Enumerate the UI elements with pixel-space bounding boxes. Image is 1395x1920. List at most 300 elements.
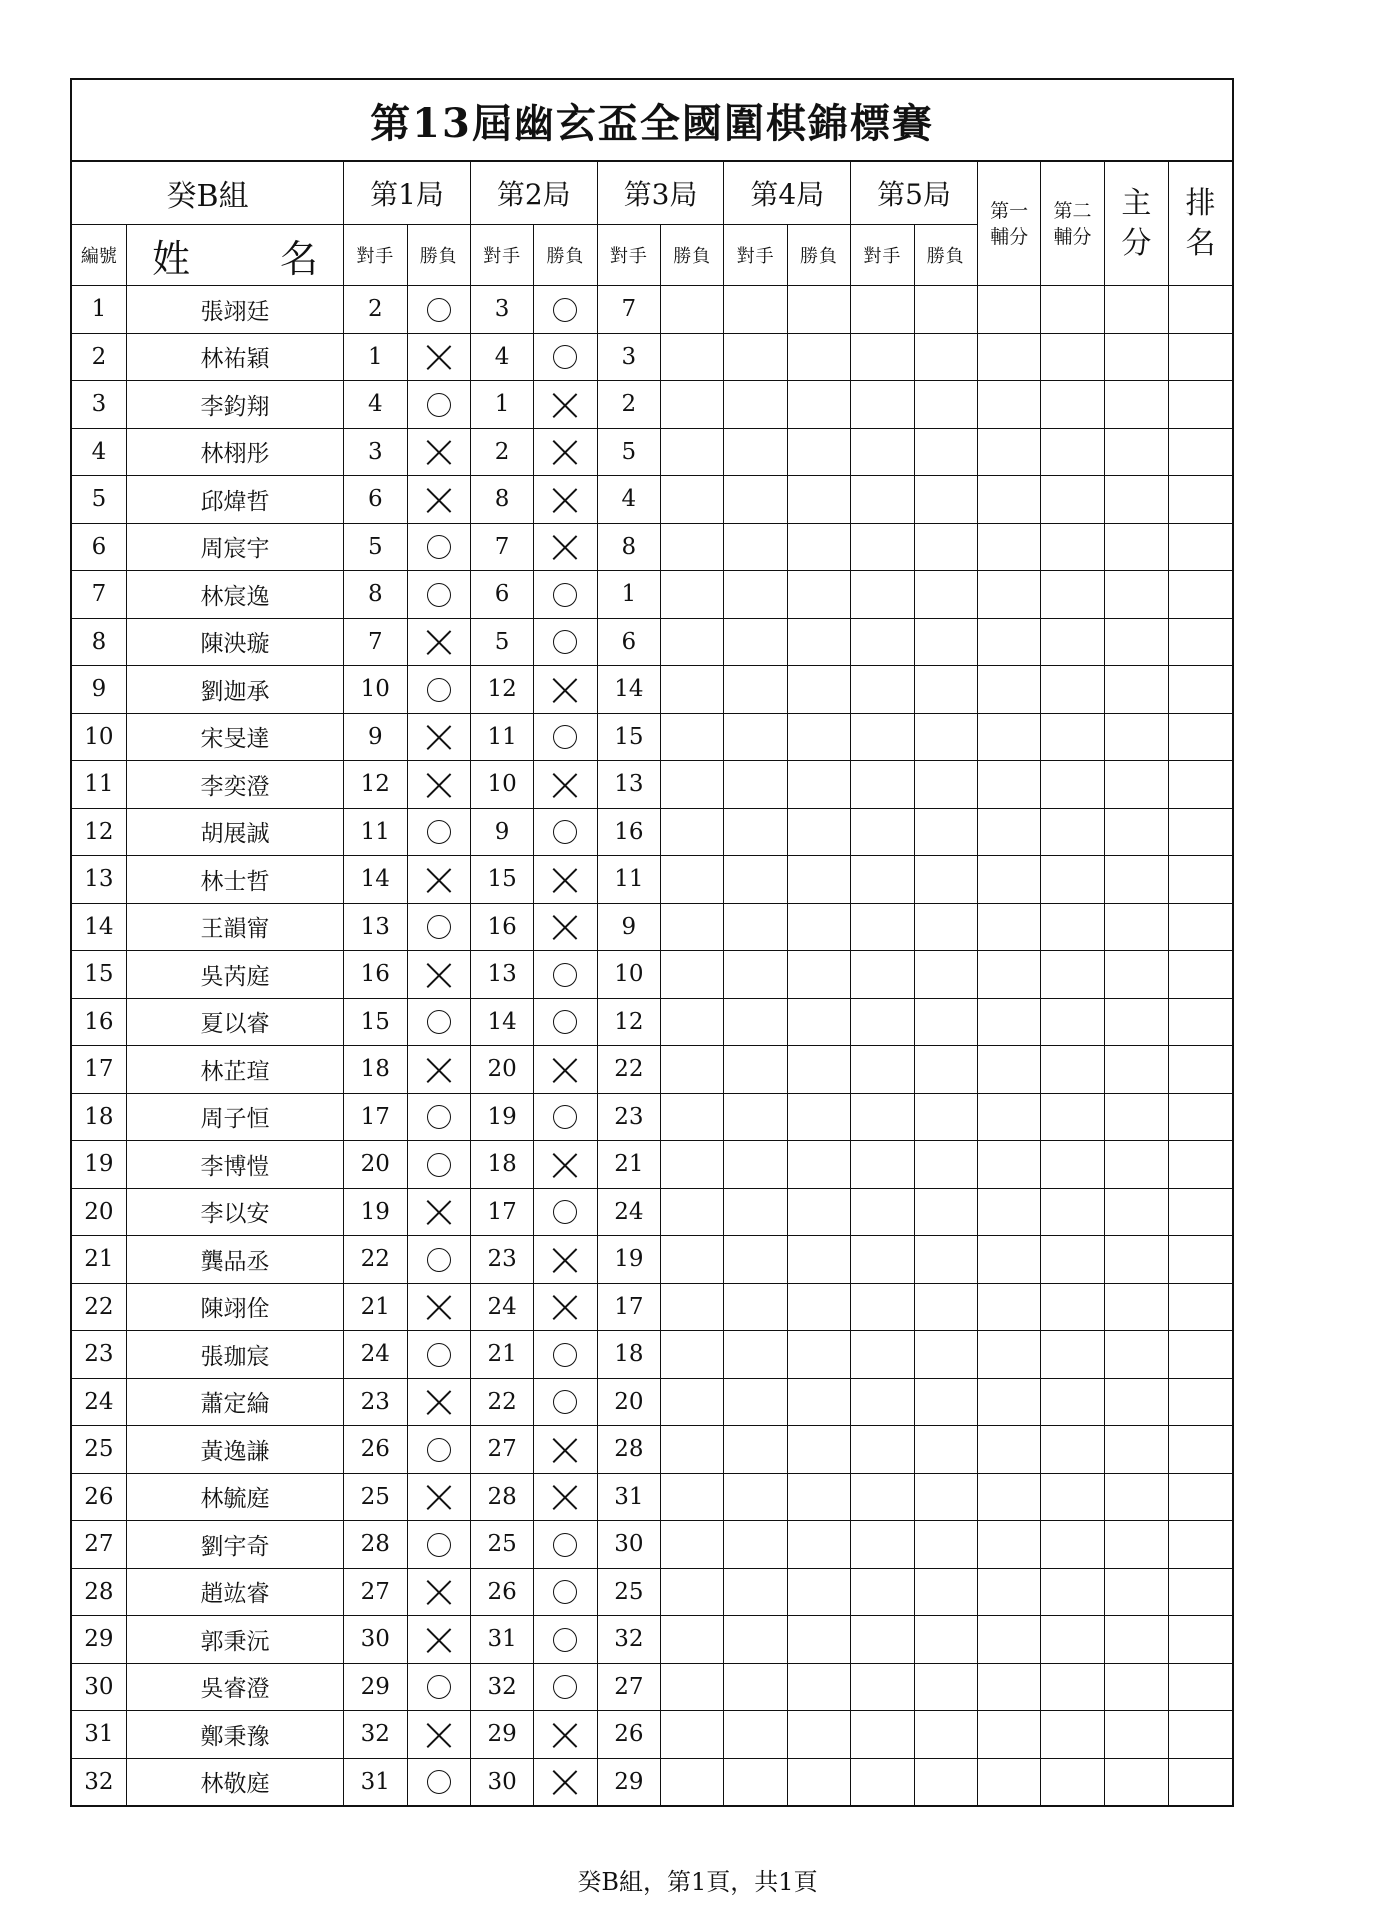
round-1-opponent: 13 [344,903,407,951]
player-name: 劉宇奇 [126,1521,343,1569]
round-2-result [534,381,597,429]
main-score-cell [1104,903,1168,951]
round-2-opponent: 11 [470,713,533,761]
win-circle-icon [553,1533,577,1557]
loss-cross-icon [552,439,578,465]
round-4-result [787,523,850,571]
round-2-result [534,618,597,666]
round-3-result [661,761,724,809]
main-score-cell [1104,1521,1168,1569]
round-3-result [661,856,724,904]
player-name: 張翊廷 [126,286,343,334]
aux-score-2-cell [1041,1521,1104,1569]
round-1-result [407,666,470,714]
main-score-cell [1104,713,1168,761]
loss-cross-icon [552,487,578,513]
round-3-opponent: 10 [597,951,660,999]
r2-result-header: 勝負 [534,225,597,286]
aux-score-2-cell [1041,808,1104,856]
loss-cross-icon [426,1722,452,1748]
table-row [71,1426,1233,1474]
aux-score-1-cell [977,523,1040,571]
table-row [71,476,1233,524]
round-5-opponent [851,1236,914,1284]
player-number: 1 [71,286,126,334]
player-name: 林毓庭 [126,1473,343,1521]
aux-score-2-cell [1041,1568,1104,1616]
round-2-result [534,428,597,476]
round-4-result [787,713,850,761]
round-4-opponent [724,286,787,334]
round-1-opponent: 8 [344,571,407,619]
aux-score-2-cell [1041,666,1104,714]
player-number: 5 [71,476,126,524]
aux-score-2-cell [1041,1093,1104,1141]
round-3-opponent: 26 [597,1711,660,1759]
r1-result-header: 勝負 [407,225,470,286]
round-1-opponent: 32 [344,1711,407,1759]
round-2-result [534,1711,597,1759]
round-1-opponent: 3 [344,428,407,476]
aux-score-1-cell [977,1758,1040,1806]
round-5-opponent [851,713,914,761]
aux-score-1-cell [977,1093,1040,1141]
round-3-opponent: 4 [597,476,660,524]
win-circle-icon [553,1105,577,1129]
round-2-opponent: 15 [470,856,533,904]
round-4-opponent [724,1711,787,1759]
player-number: 25 [71,1426,126,1474]
round-3-result [661,1568,724,1616]
aux-score-1-cell [977,1141,1040,1189]
round-1-opponent: 10 [344,666,407,714]
round-4-opponent [724,1236,787,1284]
loss-cross-icon [552,1437,578,1463]
main-score-cell [1104,571,1168,619]
round-4-result [787,476,850,524]
rank-cell [1169,618,1233,666]
round-5-result [914,951,977,999]
aux-score-1-cell [977,381,1040,429]
aux-score-2-cell [1041,1188,1104,1236]
player-name: 周宸宇 [126,523,343,571]
round-2-header: 第2局 [470,161,597,225]
rank-header [1169,161,1233,286]
round-2-result [534,1521,597,1569]
round-3-opponent: 20 [597,1378,660,1426]
player-number: 21 [71,1236,126,1284]
rank-cell [1169,713,1233,761]
win-circle-icon [553,1628,577,1652]
round-4-result [787,333,850,381]
player-name: 陳泱璇 [126,618,343,666]
round-3-result [661,713,724,761]
round-4-opponent [724,381,787,429]
aux-score-1-cell [977,856,1040,904]
win-circle-icon [427,298,451,322]
round-4-opponent [724,1283,787,1331]
round-3-header: 第3局 [597,161,724,225]
main-score-cell [1104,666,1168,714]
table-row [71,333,1233,381]
win-circle-icon [427,915,451,939]
loss-cross-icon [552,1769,578,1795]
player-number: 8 [71,618,126,666]
round-2-result [534,1473,597,1521]
aux-score-2-cell [1041,1141,1104,1189]
round-3-result [661,1331,724,1379]
win-circle-icon [427,1153,451,1177]
round-3-opponent: 13 [597,761,660,809]
round-4-result [787,1521,850,1569]
main-score-cell [1104,808,1168,856]
round-2-opponent: 22 [470,1378,533,1426]
round-3-result [661,1188,724,1236]
main-score-line1: 主 [1121,185,1152,221]
loss-cross-icon [552,1152,578,1178]
player-number: 30 [71,1663,126,1711]
round-3-result [661,1521,724,1569]
win-circle-icon [427,678,451,702]
player-name: 宋旻達 [126,713,343,761]
round-4-opponent [724,1426,787,1474]
aux-score-2-cell [1041,618,1104,666]
round-4-result [787,1426,850,1474]
round-5-opponent [851,1093,914,1141]
round-4-result [787,571,850,619]
table-row [71,523,1233,571]
round-1-result [407,1711,470,1759]
player-name: 趙竑睿 [126,1568,343,1616]
round-5-opponent [851,998,914,1046]
round-2-result [534,1093,597,1141]
win-circle-icon [427,1770,451,1794]
round-3-result [661,1426,724,1474]
win-circle-icon [553,820,577,844]
main-score-cell [1104,998,1168,1046]
round-2-result [534,476,597,524]
round-5-result [914,1616,977,1664]
aux-score-1-cell [977,1521,1040,1569]
rank-cell [1169,1711,1233,1759]
table-row [71,761,1233,809]
player-name: 王韻甯 [126,903,343,951]
round-4-result [787,1758,850,1806]
round-4-opponent [724,333,787,381]
round-2-result [534,808,597,856]
loss-cross-icon [426,487,452,513]
round-5-result [914,1521,977,1569]
round-4-result [787,428,850,476]
round-2-opponent: 21 [470,1331,533,1379]
aux-score-1-cell [977,571,1040,619]
round-4-result [787,856,850,904]
round-2-opponent: 30 [470,1758,533,1806]
rank-cell [1169,1141,1233,1189]
round-5-result [914,571,977,619]
round-4-opponent [724,1616,787,1664]
main-score-cell [1104,856,1168,904]
round-2-result [534,903,597,951]
loss-cross-icon [426,962,452,988]
round-2-result [534,1663,597,1711]
round-1-result [407,1236,470,1284]
player-name: 黃逸謙 [126,1426,343,1474]
table-row [71,713,1233,761]
round-5-opponent [851,666,914,714]
player-name: 林栩彤 [126,428,343,476]
round-1-result [407,998,470,1046]
round-5-result [914,1283,977,1331]
player-name: 吳睿澄 [126,1663,343,1711]
player-number: 19 [71,1141,126,1189]
round-3-opponent: 21 [597,1141,660,1189]
aux-score-1-line2: 輔分 [990,225,1029,248]
round-1-opponent: 25 [344,1473,407,1521]
rank-cell [1169,333,1233,381]
round-4-opponent [724,1521,787,1569]
round-5-opponent [851,1711,914,1759]
round-4-result [787,1378,850,1426]
round-5-result [914,1236,977,1284]
round-1-result [407,1616,470,1664]
player-number: 3 [71,381,126,429]
player-name: 周子恒 [126,1093,343,1141]
round-5-opponent [851,523,914,571]
loss-cross-icon [426,1579,452,1605]
round-4-opponent [724,808,787,856]
main-score-cell [1104,1473,1168,1521]
player-number: 2 [71,333,126,381]
round-2-opponent: 4 [470,333,533,381]
round-4-opponent [724,666,787,714]
round-5-result [914,1711,977,1759]
main-score-cell [1104,618,1168,666]
player-number: 13 [71,856,126,904]
round-5-opponent [851,1046,914,1094]
player-name: 李鈞翔 [126,381,343,429]
round-1-opponent: 20 [344,1141,407,1189]
rank-cell [1169,571,1233,619]
round-5-opponent [851,381,914,429]
aux-score-2-cell [1041,476,1104,524]
table-row [71,1378,1233,1426]
round-1-opponent: 15 [344,998,407,1046]
aux-score-2-cell [1041,998,1104,1046]
round-1-opponent: 18 [344,1046,407,1094]
round-4-result [787,951,850,999]
round-1-opponent: 12 [344,761,407,809]
round-3-opponent: 14 [597,666,660,714]
aux-score-1-header [977,161,1040,286]
player-name: 林敬庭 [126,1758,343,1806]
round-1-opponent: 29 [344,1663,407,1711]
round-1-result [407,761,470,809]
main-score-cell [1104,1568,1168,1616]
round-2-result [534,333,597,381]
round-2-result [534,1046,597,1094]
round-4-result [787,1663,850,1711]
loss-cross-icon [552,914,578,940]
round-2-opponent: 28 [470,1473,533,1521]
main-score-cell [1104,1093,1168,1141]
round-1-opponent: 9 [344,713,407,761]
round-3-result [661,1711,724,1759]
table-row [71,1331,1233,1379]
round-2-result [534,571,597,619]
round-4-result [787,618,850,666]
aux-score-1-cell [977,1331,1040,1379]
round-1-result [407,286,470,334]
round-5-opponent [851,903,914,951]
round-2-result [534,1141,597,1189]
round-5-result [914,903,977,951]
aux-score-2-cell [1041,1758,1104,1806]
round-3-opponent: 24 [597,1188,660,1236]
win-circle-icon [553,1675,577,1699]
loss-cross-icon [552,1294,578,1320]
round-5-result [914,761,977,809]
round-1-opponent: 2 [344,286,407,334]
round-3-opponent: 15 [597,713,660,761]
aux-score-2-cell [1041,856,1104,904]
round-2-result [534,1378,597,1426]
round-1-opponent: 22 [344,1236,407,1284]
rank-cell [1169,1663,1233,1711]
aux-score-2-cell [1041,713,1104,761]
player-number: 23 [71,1331,126,1379]
round-4-opponent [724,1331,787,1379]
round-1-result [407,1093,470,1141]
round-5-opponent [851,1568,914,1616]
aux-score-1-cell [977,1236,1040,1284]
round-3-result [661,476,724,524]
round-2-opponent: 24 [470,1283,533,1331]
round-2-result [534,1426,597,1474]
round-2-result [534,1331,597,1379]
rank-cell [1169,286,1233,334]
round-4-opponent [724,856,787,904]
round-2-opponent: 13 [470,951,533,999]
round-2-opponent: 5 [470,618,533,666]
player-number: 24 [71,1378,126,1426]
round-5-opponent [851,1331,914,1379]
round-3-opponent: 12 [597,998,660,1046]
win-circle-icon [427,1438,451,1462]
round-4-result [787,1331,850,1379]
round-5-result [914,1473,977,1521]
round-4-result [787,1093,850,1141]
round-3-opponent: 1 [597,571,660,619]
round-3-opponent: 28 [597,1426,660,1474]
round-2-opponent: 31 [470,1616,533,1664]
round-5-opponent [851,428,914,476]
round-1-result [407,1378,470,1426]
round-4-opponent [724,761,787,809]
aux-score-1-cell [977,1473,1040,1521]
round-3-result [661,1758,724,1806]
round-5-opponent [851,856,914,904]
round-3-opponent: 23 [597,1093,660,1141]
loss-cross-icon [552,1057,578,1083]
player-name: 李以安 [126,1188,343,1236]
main-score-cell [1104,286,1168,334]
main-score-header [1104,161,1168,286]
round-4-header: 第4局 [724,161,851,225]
win-circle-icon [427,1010,451,1034]
round-4-result [787,1473,850,1521]
round-3-result [661,1283,724,1331]
rank-line1: 排 [1185,185,1216,221]
loss-cross-icon [426,867,452,893]
aux-score-2-cell [1041,428,1104,476]
round-3-result [661,1663,724,1711]
round-2-opponent: 3 [470,286,533,334]
round-3-opponent: 11 [597,856,660,904]
main-score-cell [1104,1141,1168,1189]
round-3-opponent: 31 [597,1473,660,1521]
round-5-opponent [851,808,914,856]
rank-cell [1169,476,1233,524]
round-4-opponent [724,1188,787,1236]
round-3-opponent: 18 [597,1331,660,1379]
r3-result-header: 勝負 [661,225,724,286]
round-3-opponent: 6 [597,618,660,666]
player-number: 4 [71,428,126,476]
player-number: 17 [71,1046,126,1094]
rank-cell [1169,1378,1233,1426]
round-4-result [787,1616,850,1664]
round-3-opponent: 9 [597,903,660,951]
rank-cell [1169,1283,1233,1331]
rank-cell [1169,856,1233,904]
rank-cell [1169,761,1233,809]
round-4-result [787,286,850,334]
player-number: 14 [71,903,126,951]
main-score-cell [1104,761,1168,809]
round-4-opponent [724,618,787,666]
aux-score-1-cell [977,1568,1040,1616]
round-1-result [407,571,470,619]
round-1-opponent: 19 [344,1188,407,1236]
round-5-result [914,1426,977,1474]
main-score-cell [1104,951,1168,999]
round-5-opponent [851,1378,914,1426]
round-5-opponent [851,618,914,666]
loss-cross-icon [552,1247,578,1273]
rank-cell [1169,903,1233,951]
main-score-cell [1104,476,1168,524]
win-circle-icon [427,1105,451,1129]
player-name: 胡展誠 [126,808,343,856]
player-name: 陳翊佺 [126,1283,343,1331]
win-circle-icon [427,535,451,559]
loss-cross-icon [426,1484,452,1510]
round-4-result [787,903,850,951]
round-5-result [914,381,977,429]
player-name: 林宸逸 [126,571,343,619]
round-4-opponent [724,571,787,619]
round-5-result [914,1046,977,1094]
aux-score-2-cell [1041,1616,1104,1664]
player-name: 李奕澄 [126,761,343,809]
round-5-opponent [851,286,914,334]
table-row [71,571,1233,619]
round-2-result [534,286,597,334]
round-3-result [661,1093,724,1141]
rank-cell [1169,666,1233,714]
round-3-opponent: 25 [597,1568,660,1616]
